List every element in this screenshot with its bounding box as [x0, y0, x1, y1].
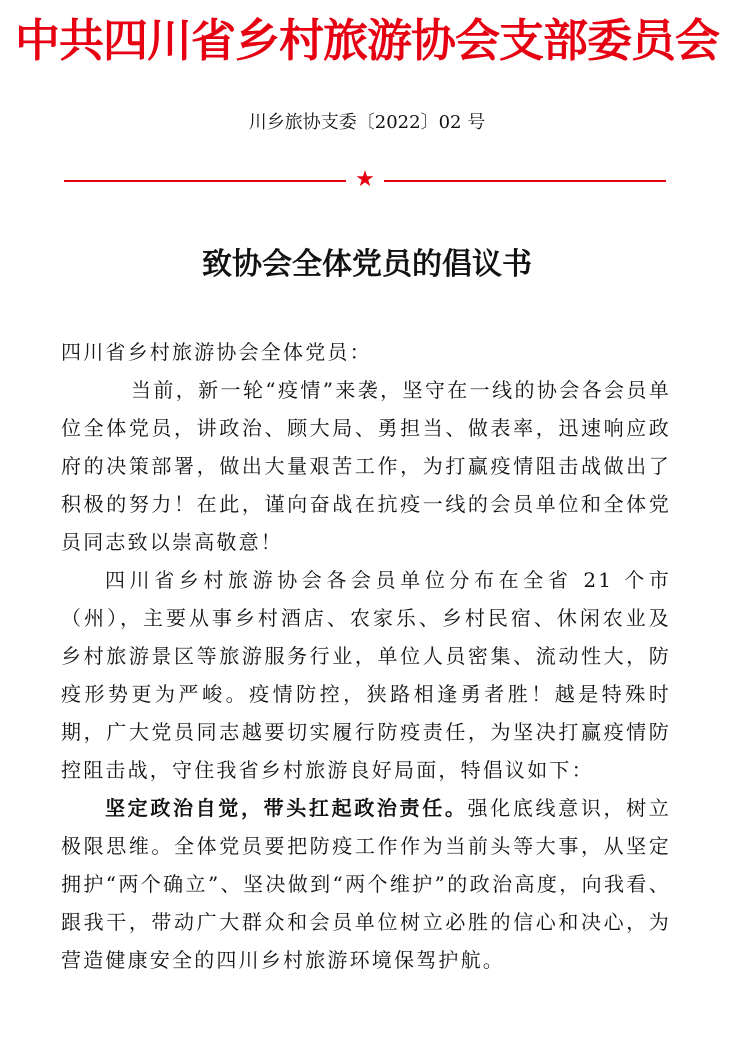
document-number: 川乡旅协支委〔2022〕02 号 — [248, 112, 486, 133]
organization-header: 中共四川省乡村旅游协会支部委员会 — [14, 14, 719, 67]
paragraph-background: 四川省乡村旅游协会各会员单位分布在全省 21 个市（州），主要从事乡村酒店、农家乐、乡村民宿、休闲农业及乡村旅游景区等旅游服务行业，单位人员密集、流动性大，防疫形势更为严峻。疫情防控，狭路相逢勇者胜！越是特殊时期，广大党员同志越要切实履行防疫责任，为坚决打赢疫情防控阻击战，守住我省乡村旅游良好局面，特倡议如下： — [61, 568, 671, 782]
divider-line-left — [64, 180, 346, 182]
header-divider — [64, 167, 666, 192]
paragraph-initiative-1 — [61, 789, 671, 979]
paragraph-intro: 当前，新一轮“疫情”来袭，坚守在一线的协会各会员单位全体党员，讲政治、顾大局、勇担当、做表率，迅速响应政府的决策部署，做出大量艰苦工作，为打赢疫情阻击战做出了积极的努力！在此，谨向奋战在抗疫一线的会员单位和全体党员同志致以崇高敬意！ — [61, 378, 671, 554]
initiative-body: 强化底线意识，树立极限思维。全体党员要把防疫工作作为当前头等大事，从坚定拥护“两个确立”、坚决做到“两个维护”的政治高度，向我看、跟我干，带动广大群众和会员单位树立必胜的信心和决心，为营造健康安全的四川乡村旅游环境保驾护航。 — [61, 796, 671, 972]
document-body — [61, 333, 671, 979]
divider-line-right — [384, 180, 666, 182]
salutation: 四川省乡村旅游协会全体党员： — [61, 340, 372, 364]
initiative-heading: 坚定政治自觉，带头扛起政治责任。 — [105, 796, 468, 820]
document-title: 致协会全体党员的倡议书 — [202, 247, 532, 282]
star-icon: ★ — [355, 167, 375, 192]
